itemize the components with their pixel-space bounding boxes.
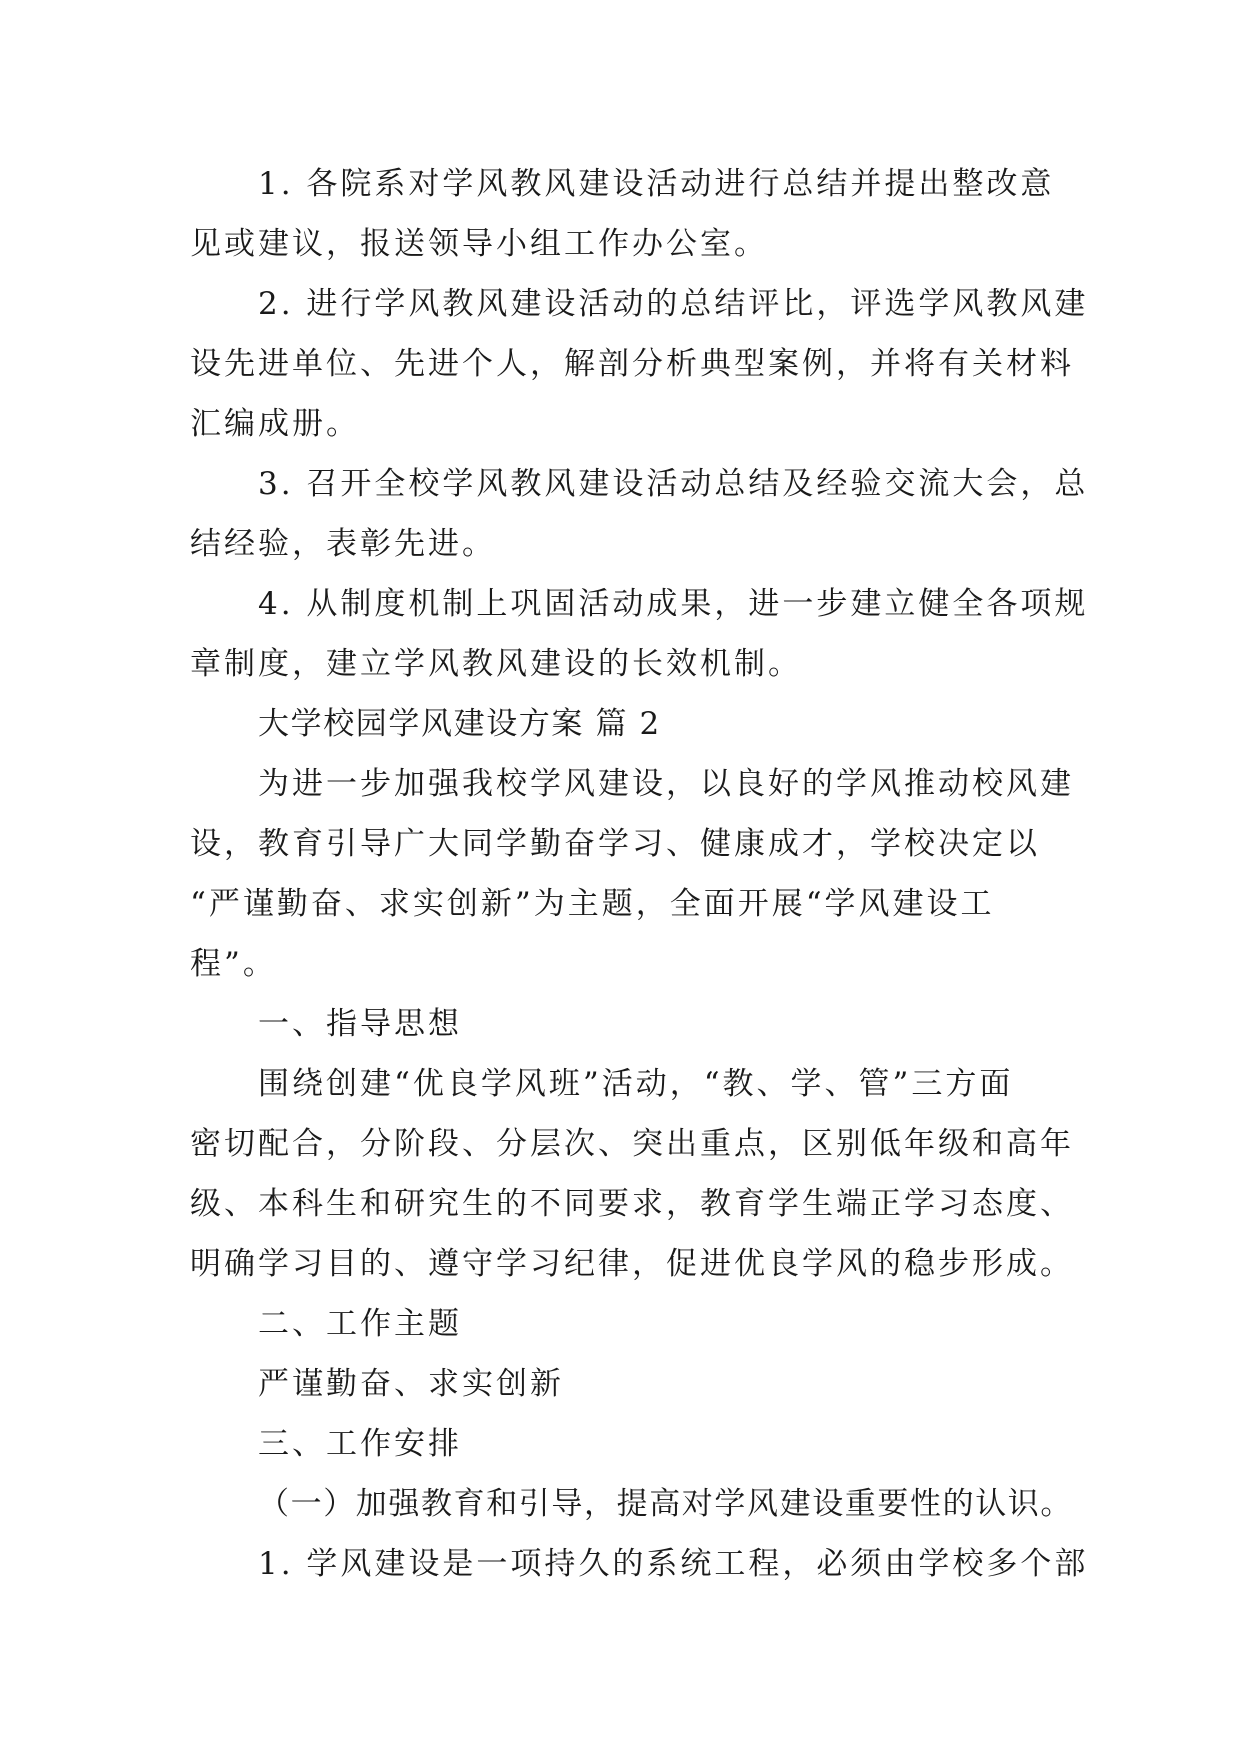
heading-work-theme: 二、工作主题 [258,1306,462,1342]
text-line: 3. 召开全校学风教风建设活动总结及经验交流大会，总 [258,466,1089,502]
text-line: 程”。 [190,946,277,982]
text-line: 结经验，表彰先进。 [190,526,496,562]
text-line: 见或建议，报送领导小组工作办公室。 [190,226,768,262]
text-line: 1. 各院系对学风教风建设活动进行总结并提出整改意 [258,166,1055,202]
text-line: 章制度，建立学风教风建设的长效机制。 [190,646,802,682]
text-line: 汇编成册。 [190,406,360,442]
heading-work-arrangement: 三、工作安排 [258,1426,462,1462]
text-line: “严谨勤奋、求实创新”为主题，全面开展“学风建设工 [190,886,995,922]
text-line: 明确学习目的、遵守学习纪律，促进优良学风的稳步形成。 [190,1246,1074,1282]
text-line: 2. 进行学风教风建设活动的总结评比，评选学风教风建 [258,286,1089,322]
text-line: 设，教育引导广大同学勤奋学习、健康成才，学校决定以 [190,826,1040,862]
text-line: 密切配合，分阶段、分层次、突出重点，区别低年级和高年 [190,1126,1074,1162]
text-line: 1. 学风建设是一项持久的系统工程，必须由学校多个部 [258,1546,1089,1582]
text-line: 级、本科生和研究生的不同要求，教育学生端正学习态度、 [190,1186,1074,1222]
section-title: 大学校园学风建设方案 篇 2 [258,706,661,742]
heading-guiding-ideology: 一、指导思想 [258,1006,462,1042]
text-line: 为进一步加强我校学风建设，以良好的学风推动校风建 [258,766,1074,802]
text-line: （一）加强教育和引导，提高对学风建设重要性的认识。 [258,1486,1073,1522]
text-line: 设先进单位、先进个人，解剖分析典型案例，并将有关材料 [190,346,1074,382]
text-line: 4. 从制度机制上巩固活动成果，进一步建立健全各项规 [258,586,1089,622]
text-line: 围绕创建“优良学风班”活动，“教、学、管”三方面 [258,1066,1014,1102]
text-line: 严谨勤奋、求实创新 [258,1366,564,1402]
